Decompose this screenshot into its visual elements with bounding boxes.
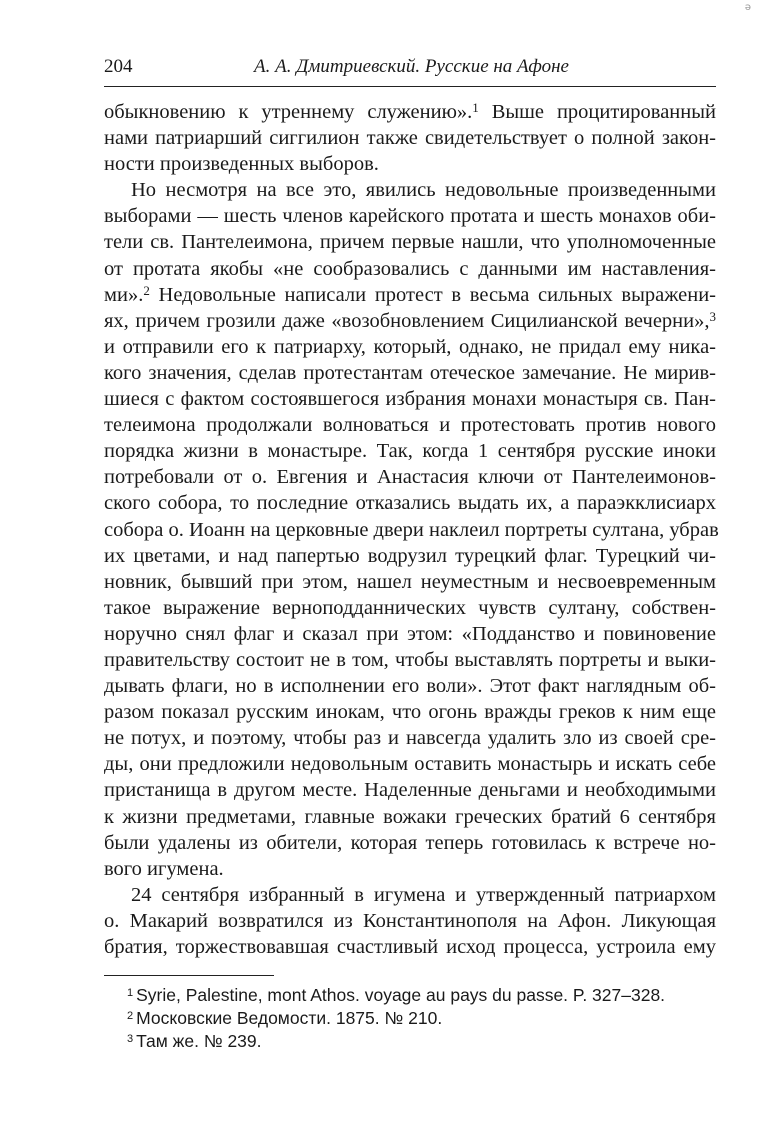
text-line: Но несмотря на все это, явились недовольные произведенными [131, 179, 716, 202]
text-line: были удалены из обители, которая теперь готовилась к встрече но- [104, 831, 716, 854]
text-line: ности произведенных выборов. [104, 153, 379, 176]
text-line: выборами — шесть членов карейского протата и шесть монахов оби- [104, 205, 716, 228]
footnote: $^2$ Московские Ведомости. 1875. № 210. [127, 1008, 443, 1028]
text-line: от протата якобы «не сообразовались с данными им наставления- [104, 257, 716, 280]
text-line: норучно снял флаг и сказал при этом: «Подданство и повиновение [104, 622, 716, 645]
page-header [104, 56, 716, 86]
text-line: вого игумена. [104, 857, 224, 880]
footnote-number: 1 [127, 987, 134, 999]
text-line: тели св. Пантелеимона, причем первые нашли, что уполномоченные [104, 231, 716, 254]
text-line: такое выражение верноподданнических чувств султану, собствен- [104, 596, 716, 619]
footnote-ref: 1 [472, 100, 479, 115]
text-line: братия, торжествовавшая счастливый исход процесса, устроила ему [104, 936, 716, 958]
corner-mark: ә [744, 2, 751, 13]
text-line: ды, они предложили недовольным оставить монастырь и искать себе [104, 753, 716, 776]
text-line: собора о. Иоанн на церковные двери наклеил портреты султана, убрав [104, 518, 719, 541]
footnote-number: 3 [127, 1033, 134, 1045]
text-line: порядка жизни в монастыре. Так, когда 1 сентября русские иноки [104, 440, 716, 463]
text-line: потребовали от о. Евгения и Анастасия ключи от Пантелеимонов- [104, 466, 716, 489]
text-line: нами патриарший сиггилион также свидетельствует о полной закон- [104, 127, 716, 150]
text-line: ми».$^2$ Недовольные написали протест в весьма сильных выражени- [104, 282, 716, 306]
text-line: пристанища в другом месте. Наделенные деньгами и необходимыми [104, 779, 716, 802]
text-line: к жизни предметами, главные вожаки греческих братий 6 сентября [104, 805, 716, 828]
text-line: телеимона продолжали волноваться и протестовать против нового [104, 414, 716, 437]
header-rule [104, 86, 716, 87]
footnote-ref: 2 [143, 282, 150, 298]
text-line: ского собора, то последние отказались выдать их, а параэкклисиарх [104, 492, 716, 515]
text-line: новник, бывший при этом, нашел неуместным и несвоевременным [104, 570, 716, 593]
body-text [104, 99, 719, 960]
text-line: обыкновению к утреннему служению».$^1$ Выше процитированный [104, 100, 716, 123]
footnote-number: 2 [127, 1010, 134, 1022]
text-line: правительству состоит не в том, чтобы выставлять портреты и выки- [104, 648, 716, 671]
footnote: $^1$ Syrie, Palestine, mont Athos. voyage au pays du passe. P. 327–328. [127, 985, 666, 1005]
text-line: 24 сентября избранный в игумена и утвержденный патриархом [131, 883, 716, 906]
text-line: разом показал русским инокам, что огонь вражды греков к ним еще [104, 701, 716, 724]
text-line: их цветами, и над папертью водрузил турецкий флаг. Турецкий чи- [104, 544, 716, 567]
text-line: о. Макарий возвратился из Константинополя на Афон. Ликующая [104, 909, 716, 932]
footnote-ref: 3 [709, 308, 716, 324]
footnote: $^3$ Там же. № 239. [127, 1031, 262, 1051]
text-line: ях, причем грозили даже «возобновлением Сицилианской вечерни»,$^3$ [104, 308, 716, 332]
text-line: кого значения, сделав протестантам отеческое замечание. Не мирив- [104, 361, 716, 384]
text-line: не потух, и поэтому, чтобы раз и навсегда удалить зло из своей сре- [104, 727, 716, 750]
page-number: 204 [104, 56, 133, 77]
text-line: дывать флаги, но в исполнении его воли». Этот факт наглядным об- [104, 675, 716, 698]
text-line: шиеся с фактом состоявшегося избрания монахи монастыря св. Пан- [104, 388, 716, 411]
text-line: и отправили его к патриарху, который, однако, не придал ему ника- [104, 335, 716, 358]
running-title: А. А. Дмитриевский. Русские на Афоне [254, 56, 569, 77]
footnotes [127, 984, 717, 1053]
footnote-rule [104, 975, 274, 976]
